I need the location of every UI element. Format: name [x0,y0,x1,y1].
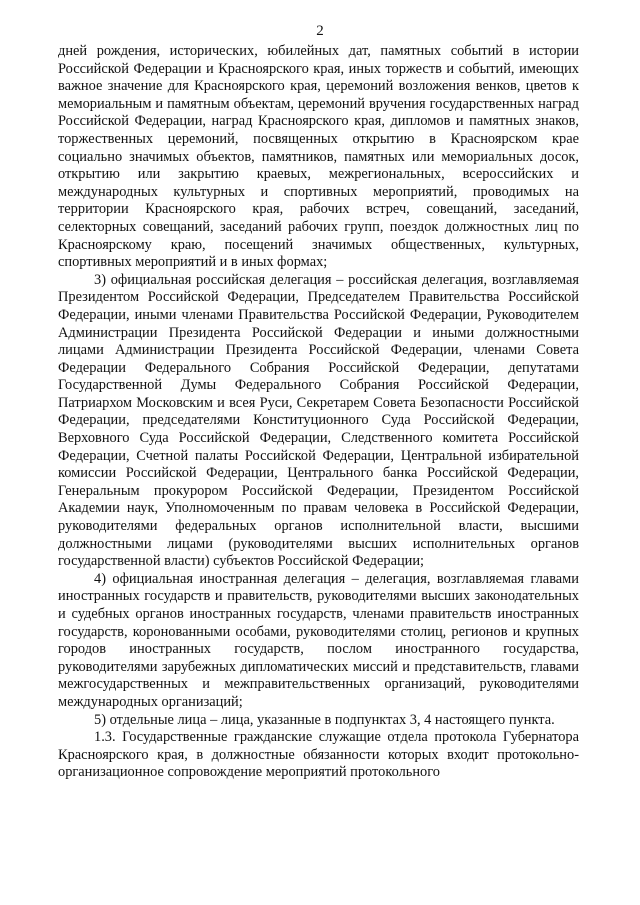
paragraph-official-foreign-delegation: 4) официальная иностранная делегация – делегация, возглавляемая главами иностранных государств и правительств, руководителями высших законодательных и судебных органов иностранных государств, членами правительств иностранных государств, коронованными особами, руководителями столиц, регионов и крупных городов иностранных государств, послом иностранного государства, руководителями зарубежных дипломатических миссий и представительств, главами межгосударственных и межправительственных организаций, руководителями международных организаций; [58,570,579,710]
paragraph-official-russian-delegation: 3) официальная российская делегация – российская делегация, возглавляемая Президентом Российской Федерации, Председателем Правительства Российской Федерации, иными членами Правительства Российской Федерации, Руководителем Администрации Президента Российской Федерации и иными должностными лицами Администрации Президента Российской Федерации, членами Совета Федерации Федерального Собрания Российской Федерации, депутатами Государственной Думы Федерального Собрания Российской Федерации, Патриархом Московским и всея Руси, Секретарем Совета Безопасности Российской Федерации, председателями Конституционного Суда Российской Федерации, Верховного Суда Российской Федерации, Следственного комитета Российской Федерации, Счетной палаты Российской Федерации, Центральной избирательной комиссии Российской Федерации, Центрального банка Российской Федерации, Генеральным прокурором Российской Федерации, Президентом Российской Академии наук, Уполномоченным по правам человека в Российской Федерации, руководителями федеральных органов исполнительной власти, высшими должностными лицами (руководителями высших исполнительных органов государственной власти) субъектов Российской Федерации; [58,271,579,570]
document-body [58,43,579,782]
paragraph-continuation: дней рождения, исторических, юбилейных дат, памятных событий в истории Российской Федерации и Красноярского края, иных торжеств и событий, имеющих важное значение для Красноярского края, церемоний возложения венков, цветов к мемориальным и памятным объектам, церемоний вручения государственных наград Российской Федерации, наград Красноярского края, дипломов и памятных знаков, торжественных церемоний, посвященных открытию в Красноярском крае социально значимых объектов, памятников, памятных или мемориальных досок, открытию или закрытию краевых, межрегиональных, всероссийских и международных культурных и спортивных мероприятий, проводимых на территории Красноярского края, рабочих встреч, совещаний, заседаний, селекторных совещаний, заседаний рабочих групп, поездок должностных лиц по Красноярскому краю, посещений значимых общественных, культурных, спортивных мероприятий и в иных формах; [58,43,579,271]
paragraph-section-1-3: 1.3. Государственные гражданские служащие отдела протокола Губернатора Красноярского края, в должностные обязанности которых входит протокольно-организационное сопровождение мероприятий протокольного [58,729,579,781]
paragraph-individual-persons: 5) отдельные лица – лица, указанные в подпунктах 3, 4 настоящего пункта. [94,711,555,728]
page-number: 2 [316,23,324,39]
